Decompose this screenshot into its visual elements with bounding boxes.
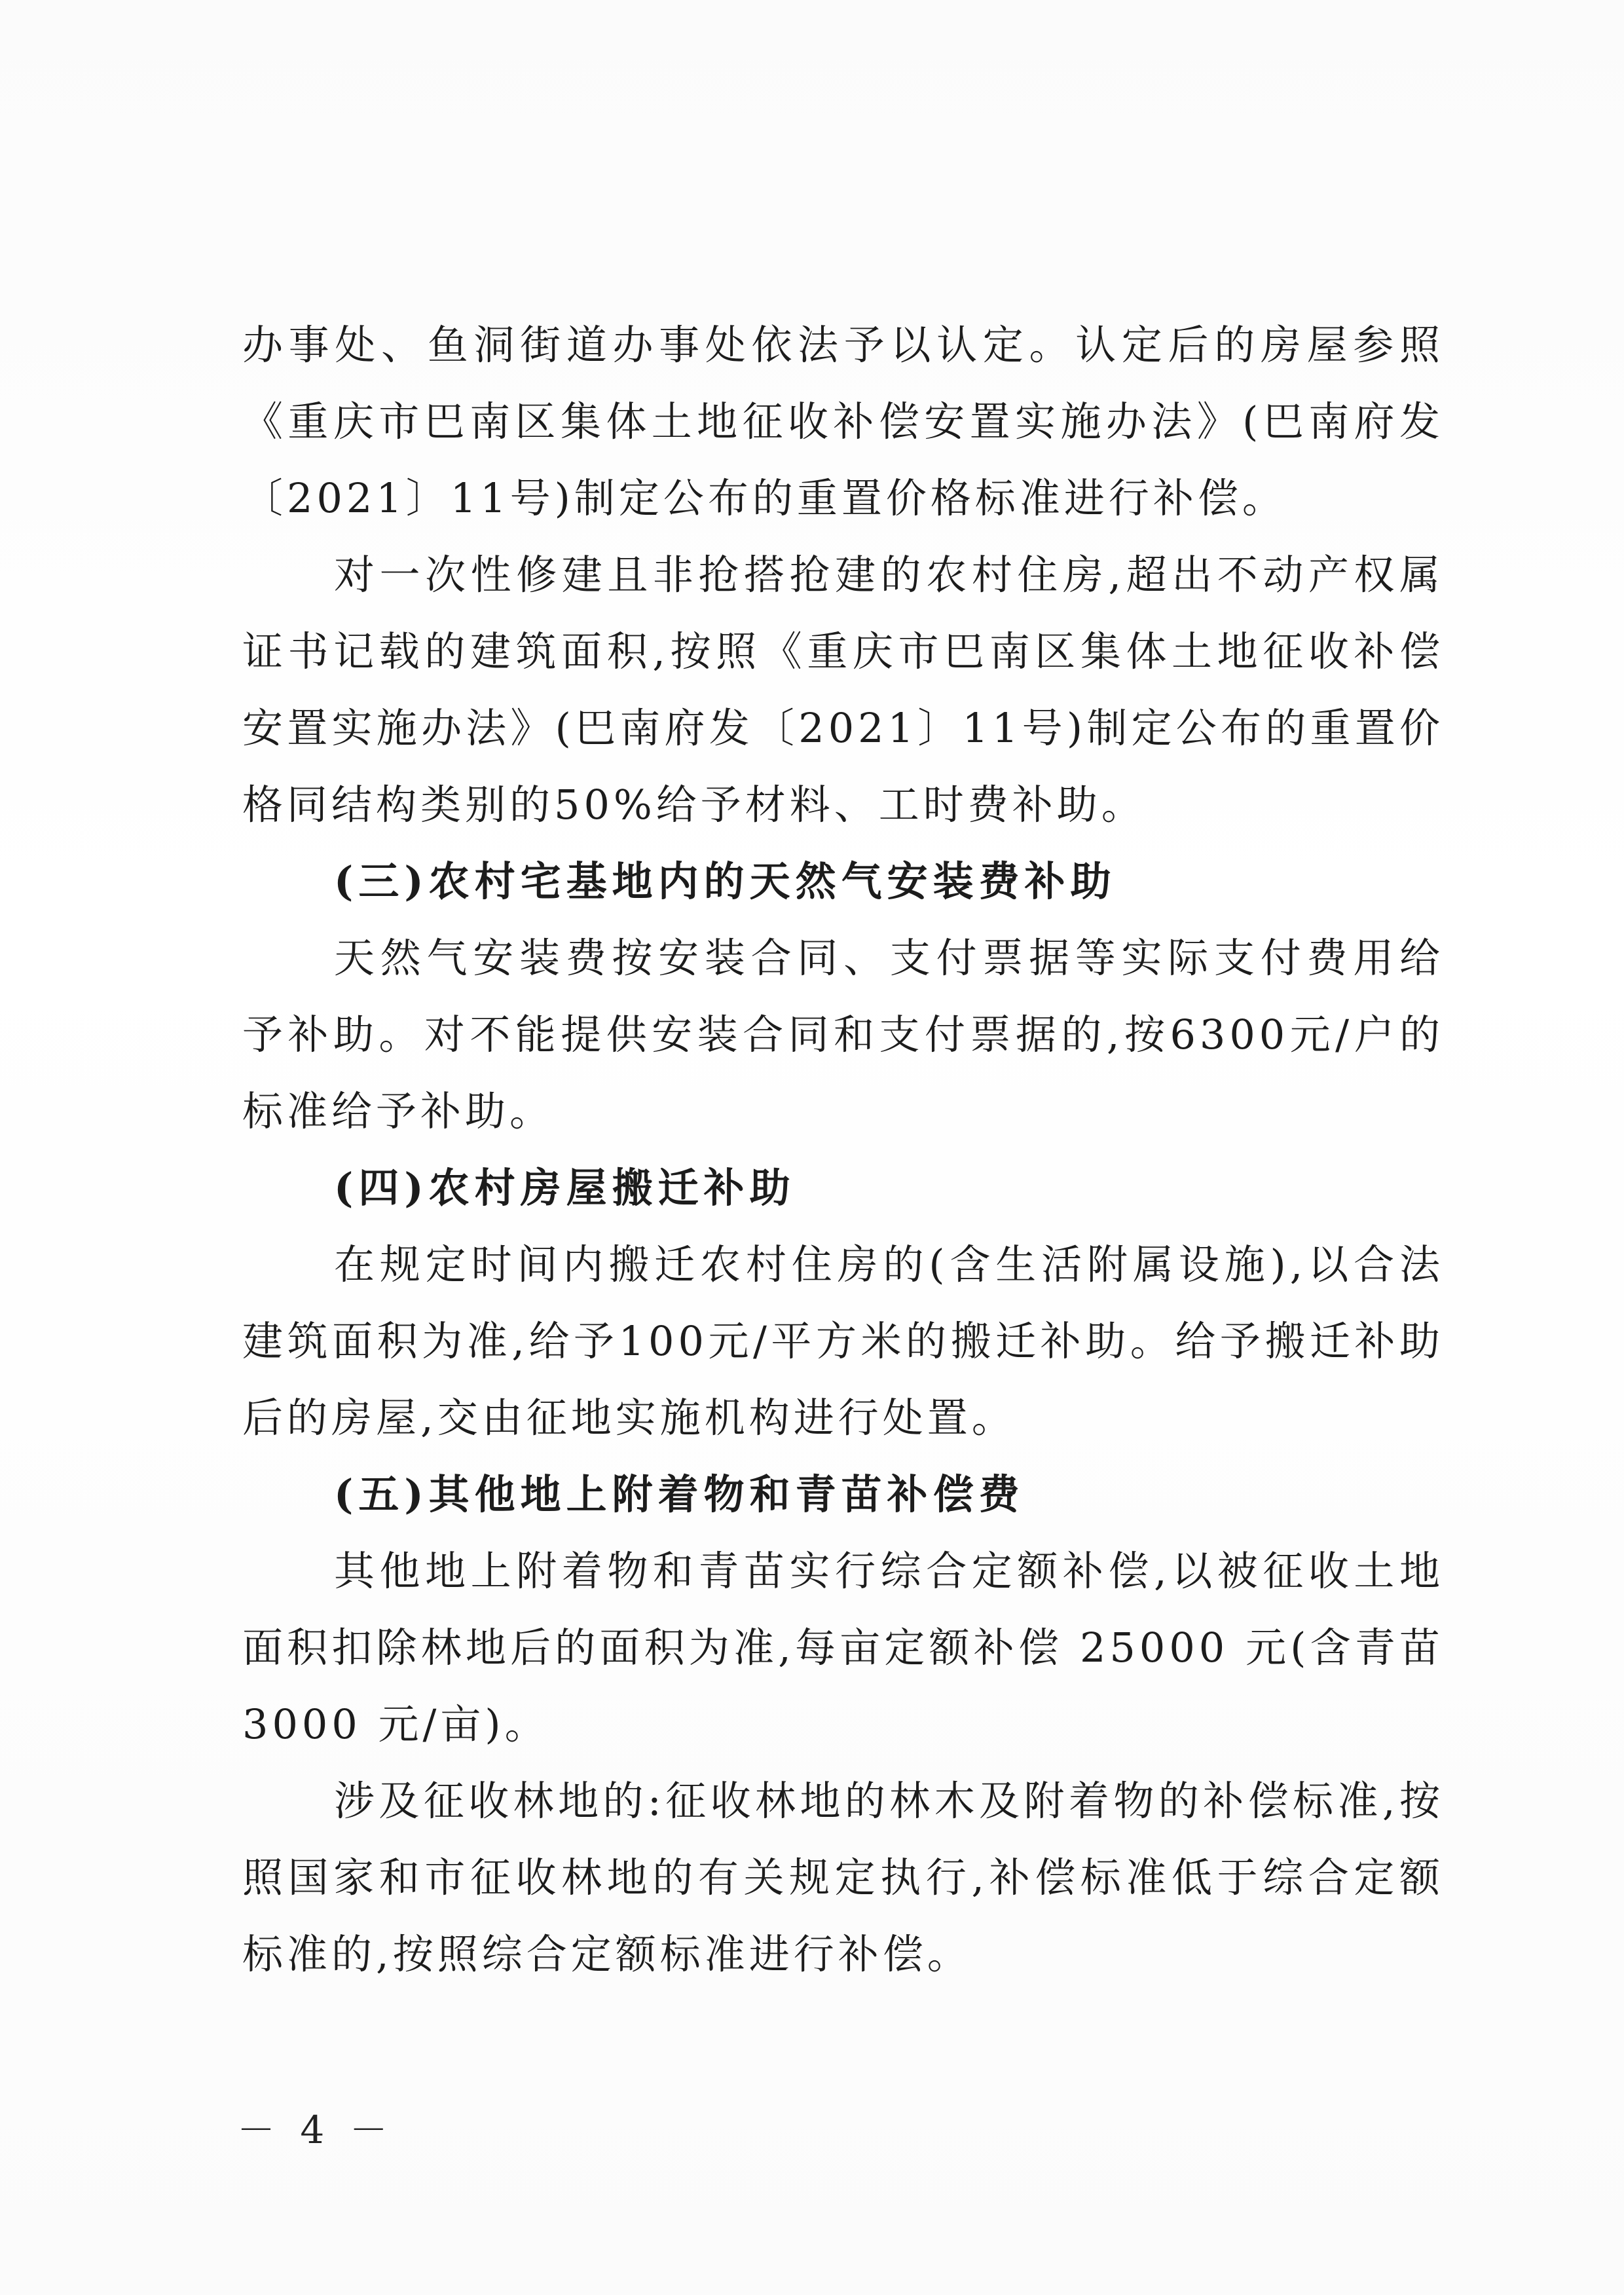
heading-attachments-crops-compensation: (五)其他地上附着物和青苗补偿费 (334, 1470, 1025, 1518)
paragraph-relocation: 在规定时间内搬迁农村住房的(含生活附属设施),以合法建筑面积为准,给予100元/平方米的搬迁补助。给予搬迁补助后的房屋,交由征地实施机构进行处置。 (242, 1241, 1444, 1442)
paragraph-gas-installation: 天然气安装费按安装合同、支付票据等实际支付费用给予补助。对不能提供安装合同和支付票据的,按6300元/户的标准给予补助。 (242, 934, 1444, 1135)
paragraph-attachments-crops: 其他地上附着物和青苗实行综合定额补偿,以被征收土地面积扣除林地后的面积为准,每亩定额补偿 25000 元(含青苗3000 元/亩)。 (242, 1547, 1444, 1748)
body-text (242, 307, 1444, 1992)
paragraph-oversize-area-subsidy: 对一次性修建且非抢搭抢建的农村住房,超出不动产权属证书记载的建筑面积,按照《重庆市巴南区集体土地征收补偿安置实施办法》(巴南府发〔2021〕11号)制定公布的重置价格同结构类别的50%给予材料、工时费补助。 (242, 551, 1444, 829)
heading-gas-installation-subsidy: (三)农村宅基地内的天然气安装费补助 (334, 857, 1116, 905)
paragraph-continuation: 办事处、鱼洞街道办事处依法予以认定。认定后的房屋参照《重庆市巴南区集体土地征收补偿安置实施办法》(巴南府发〔2021〕11号)制定公布的重置价格标准进行补偿。 (242, 321, 1444, 522)
paragraph-forest-land: 涉及征收林地的:征收林地的林木及附着物的补偿标准,按照国家和市征收林地的有关规定执行,补偿标准低于综合定额标准的,按照综合定额标准进行补偿。 (242, 1777, 1444, 1978)
heading-relocation-subsidy: (四)农村房屋搬迁补助 (334, 1164, 796, 1212)
page-number: － 4 － (237, 2108, 394, 2152)
